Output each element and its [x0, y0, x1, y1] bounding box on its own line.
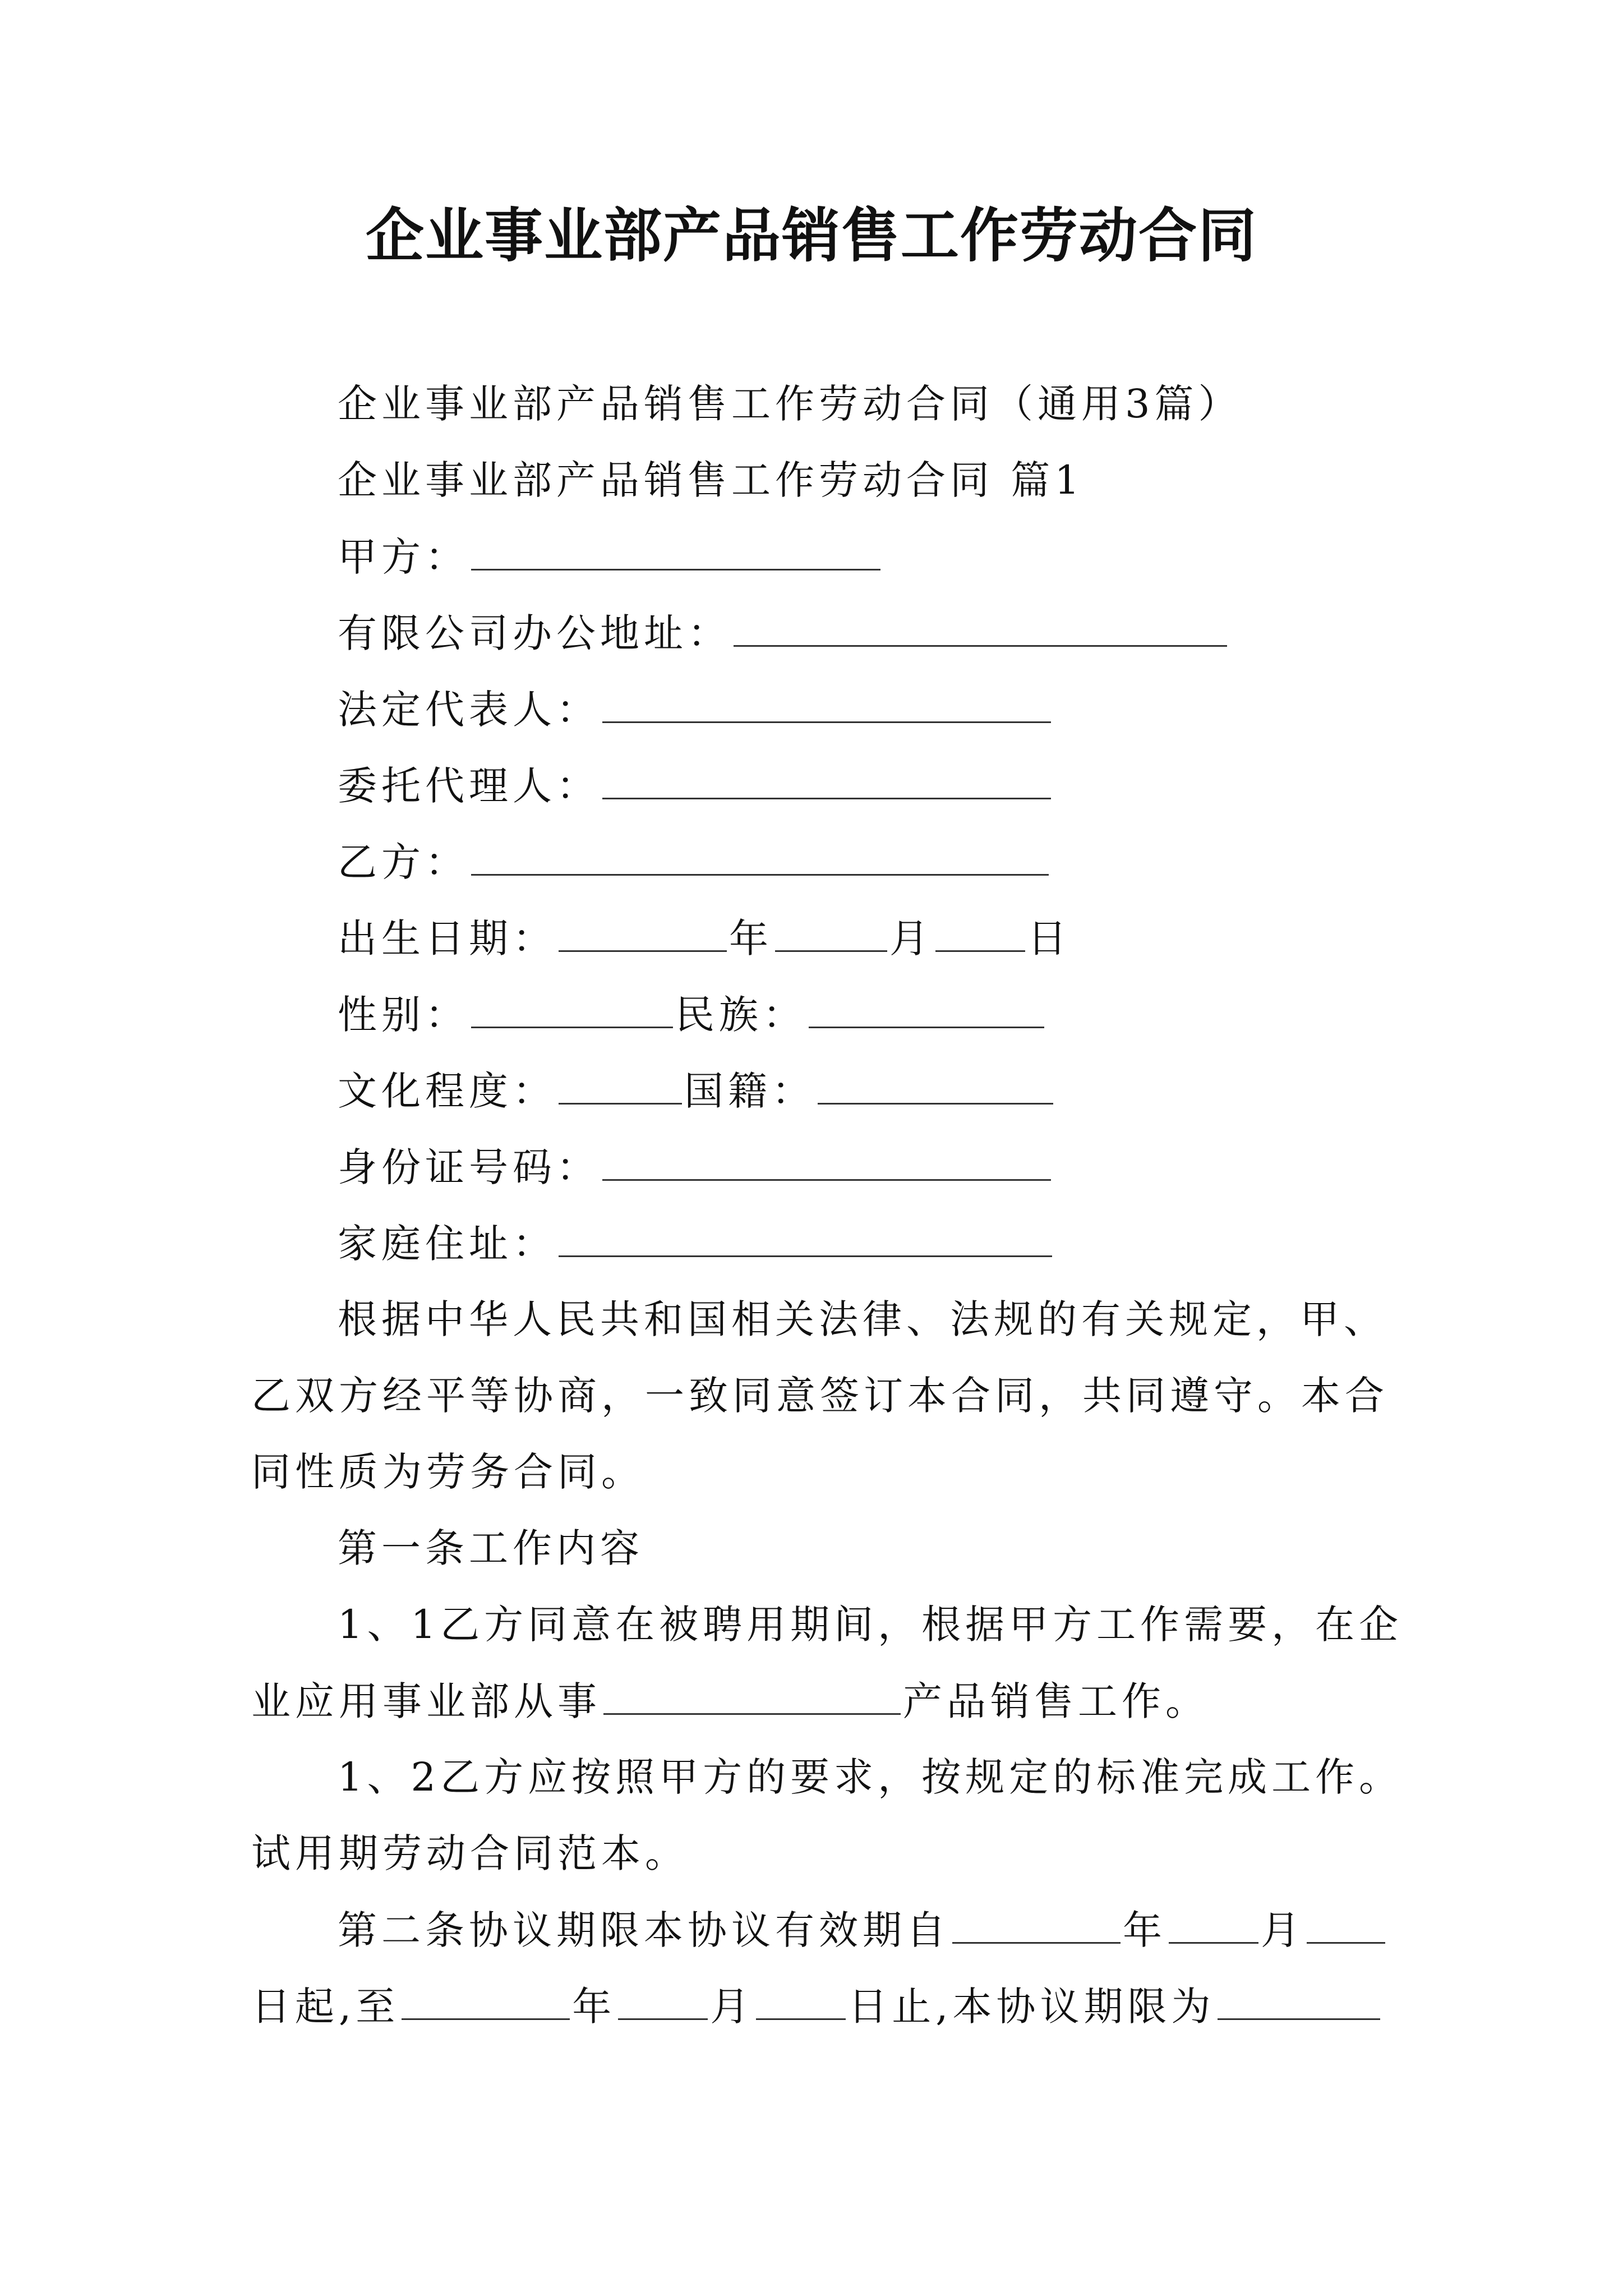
- office-address-label: 有限公司办公地址：: [338, 610, 731, 656]
- article-2-pre: 第二条协议期限本协议有效期自: [338, 1907, 950, 1953]
- start-month-unit: 月: [1261, 1907, 1304, 1953]
- office-address-row: [338, 605, 1229, 661]
- home-address-blank[interactable]: [559, 1215, 1052, 1257]
- birth-month-blank[interactable]: [775, 910, 887, 952]
- start-month-blank[interactable]: [1169, 1902, 1258, 1944]
- subtitle: 企业事业部产品销售工作劳动合同（通用3篇）: [338, 381, 1242, 427]
- home-address-row: [338, 1215, 1054, 1272]
- education-nationality-row: [338, 1062, 1055, 1119]
- gender-label: 性别：: [338, 992, 469, 1038]
- intro-paragraph-line-3: 同性质为劳务合同。: [251, 1449, 645, 1495]
- clause-1-1-post: 产品销售工作。: [903, 1678, 1209, 1724]
- birth-date-label: 出生日期：: [338, 915, 556, 961]
- term-length-blank[interactable]: [1218, 1978, 1380, 2020]
- end-day-blank[interactable]: [756, 1978, 846, 2020]
- agent-blank[interactable]: [602, 757, 1051, 799]
- birth-day-unit: 日: [1027, 915, 1071, 961]
- party-b-label: 乙方：: [338, 839, 469, 885]
- id-number-label: 身份证号码：: [338, 1144, 600, 1190]
- legal-rep-blank[interactable]: [602, 681, 1051, 723]
- id-number-row: [338, 1139, 1053, 1195]
- nationality-blank[interactable]: [818, 1062, 1053, 1105]
- birth-year-blank[interactable]: [559, 910, 727, 952]
- chapter-heading: 企业事业部产品销售工作劳动合同 篇1: [338, 457, 1084, 503]
- gender-ethnicity-row: [338, 986, 1046, 1043]
- article-2-line-1: [338, 1902, 1387, 1958]
- home-address-label: 家庭住址：: [338, 1221, 556, 1267]
- clause-1-2-line-1: 1、2乙方应按照甲方的要求，按规定的标准完成工作。: [338, 1754, 1403, 1800]
- article-1-title: 第一条工作内容: [338, 1525, 644, 1571]
- article-2-line-2-mid: 日止,本协议期限为: [848, 1984, 1215, 2030]
- clause-1-2-line-2: 试用期劳动合同范本。: [251, 1830, 689, 1876]
- clause-1-1-line-1: 1、1乙方同意在被聘用期间，根据甲方工作需要，在企: [338, 1602, 1403, 1648]
- legal-rep-row: [338, 681, 1053, 738]
- birth-year-unit: 年: [729, 915, 773, 961]
- agent-label: 委托代理人：: [338, 763, 600, 809]
- ethnicity-blank[interactable]: [809, 986, 1044, 1028]
- birth-month-unit: 月: [889, 915, 933, 961]
- end-month-blank[interactable]: [618, 1978, 708, 2020]
- ethnicity-label: 民族：: [675, 992, 806, 1038]
- article-2-line-2: [251, 1978, 1382, 2035]
- agent-row: [338, 757, 1053, 814]
- clause-1-1-line-2: [251, 1673, 1209, 1729]
- party-a-label: 甲方：: [338, 534, 469, 580]
- start-year-blank[interactable]: [952, 1902, 1121, 1944]
- nationality-label: 国籍：: [684, 1068, 815, 1114]
- party-b-blank[interactable]: [471, 834, 1049, 876]
- id-number-blank[interactable]: [602, 1139, 1051, 1181]
- education-label: 文化程度：: [338, 1068, 556, 1114]
- start-day-blank[interactable]: [1307, 1902, 1385, 1944]
- end-year-blank[interactable]: [402, 1978, 570, 2020]
- start-year-unit: 年: [1123, 1907, 1166, 1953]
- intro-paragraph-line-1: 根据中华人民共和国相关法律、法规的有关规定，甲、: [338, 1296, 1387, 1342]
- legal-rep-label: 法定代表人：: [338, 687, 600, 733]
- end-month-unit: 月: [710, 1984, 754, 2030]
- end-year-unit: 年: [572, 1984, 616, 2030]
- clause-1-1-pre: 业应用事业部从事: [251, 1678, 601, 1724]
- document-title: 企业事业部产品销售工作劳动合同: [365, 201, 1257, 270]
- party-b-row: [338, 834, 1051, 890]
- birth-day-blank[interactable]: [935, 910, 1025, 952]
- gender-blank[interactable]: [471, 986, 673, 1028]
- office-address-blank[interactable]: [734, 605, 1227, 647]
- party-a-blank[interactable]: [471, 528, 880, 570]
- birth-date-row: [338, 910, 1071, 967]
- intro-paragraph-line-2: 乙双方经平等协商，一致同意签订本合同，共同遵守。本合: [251, 1373, 1389, 1419]
- education-blank[interactable]: [559, 1062, 682, 1105]
- product-blank[interactable]: [603, 1673, 901, 1715]
- party-a-row: [338, 528, 883, 585]
- article-2-line-2-pre: 日起,至: [251, 1984, 400, 2030]
